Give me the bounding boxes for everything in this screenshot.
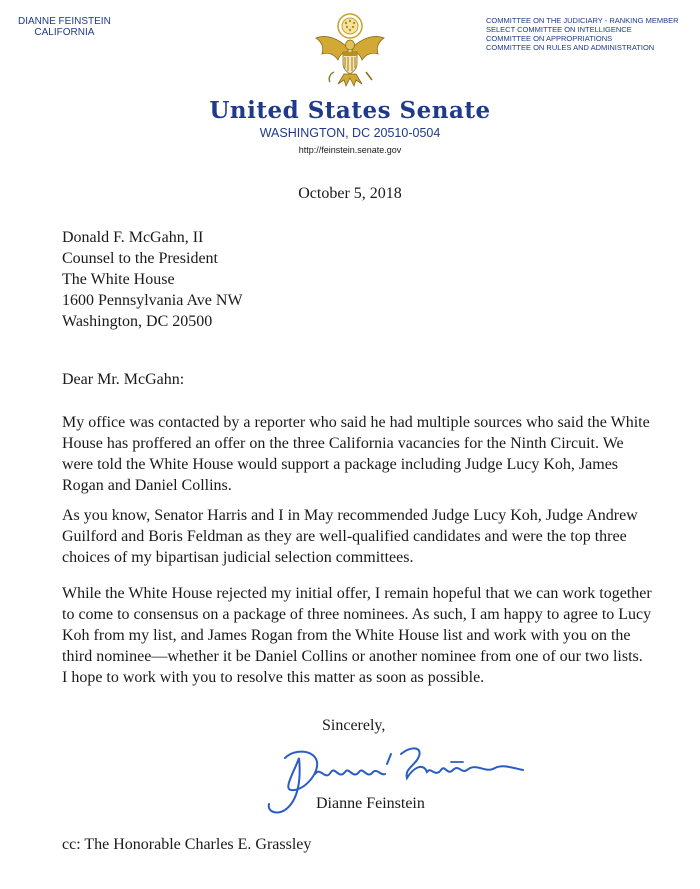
senator-name: DIANNE FEINSTEIN xyxy=(18,16,111,27)
paragraph-3: While the White House rejected my initial offer, I remain hopeful that we can work together to come to consensus on a package of three nominees. As such, I am happy to agree to Lucy Koh from my list, and James Rogan from the White House list and work with you on the third nominee—whether it be Daniel Collins or another nominee from one of our two lists. I hope to work with you to resolve this matter as soon as possible. xyxy=(62,585,652,686)
recipient-line: 1600 Pennsylvania Ave NW xyxy=(62,292,243,309)
cc-line: cc: The Honorable Charles E. Grassley xyxy=(62,836,312,853)
recipient-line: Counsel to the President xyxy=(62,250,218,267)
paragraph-2: As you know, Senator Harris and I in May recommended Judge Lucy Koh, Judge Andrew Guilford and Boris Feldman as they are well-qualified candidates and were the top three choices of my bipartisan judicial selection committees. xyxy=(62,507,638,566)
committee-item: COMMITTEE ON RULES AND ADMINISTRATION xyxy=(486,43,655,52)
recipient-line: Donald F. McGahn, II xyxy=(62,229,204,246)
senate-address: WASHINGTON, DC 20510-0504 xyxy=(259,126,441,140)
salutation: Dear Mr. McGahn: xyxy=(62,371,185,388)
senator-block xyxy=(18,16,111,38)
committee-item: SELECT COMMITTEE ON INTELLIGENCE xyxy=(486,25,632,34)
senate-seal-icon xyxy=(312,12,388,96)
senator-state: CALIFORNIA xyxy=(34,27,95,38)
recipient-line: The White House xyxy=(62,271,175,288)
letter-date: October 5, 2018 xyxy=(298,185,402,202)
paragraph-1: My office was contacted by a reporter who said he had multiple sources who said the White House has proffered an offer on the three California vacancies for the Ninth Circuit. We were told the White House would support a package including Judge Lucy Koh, James Rogan and Daniel Collins. xyxy=(62,414,650,494)
recipient-line: Washington, DC 20500 xyxy=(62,313,213,330)
signer-name: Dianne Feinstein xyxy=(316,795,425,812)
committee-item: COMMITTEE ON APPROPRIATIONS xyxy=(486,34,613,43)
closing: Sincerely, xyxy=(322,717,386,734)
senate-title: United States Senate xyxy=(209,97,491,124)
committee-list xyxy=(486,16,679,52)
senate-url[interactable]: http://feinstein.senate.gov xyxy=(298,145,402,155)
recipient-address xyxy=(62,227,652,332)
committee-item: COMMITTEE ON THE JUDICIARY - RANKING MEMBER xyxy=(486,16,679,25)
